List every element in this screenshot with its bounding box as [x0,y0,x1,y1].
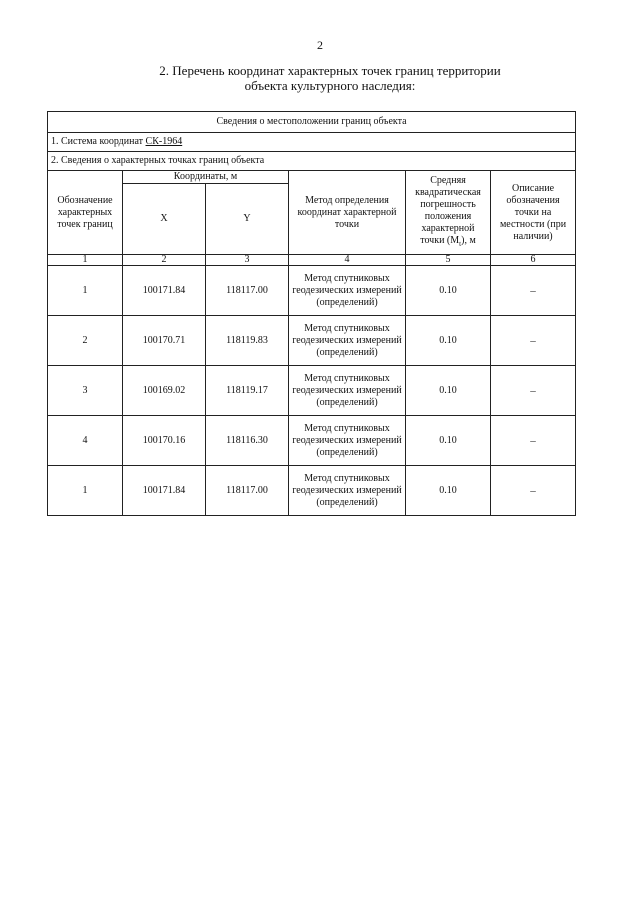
cell-accuracy: 0.10 [406,466,491,516]
cell-y: 118117.00 [206,466,289,516]
cell-x: 100171.84 [123,466,206,516]
table-row [48,266,576,316]
header-point: Обозначение характерных точек границ [48,171,123,255]
coordinate-system-label: 1. Система координат [51,136,144,147]
header-coordinates: Координаты, м [123,171,289,184]
header-y: Y [206,184,289,255]
header-description: Описание обозначения точки на местности (при наличии) [491,171,576,255]
cell-method: Метод спутниковых геодезических измерений (определений) [289,316,406,366]
cell-description: – [491,366,576,416]
cell-method: Метод спутниковых геодезических измерений (определений) [289,366,406,416]
cell-point: 3 [48,366,123,416]
table-row [48,466,576,516]
cell-accuracy: 0.10 [406,416,491,466]
cell-description: – [491,466,576,516]
cell-accuracy: 0.10 [406,266,491,316]
cell-accuracy: 0.10 [406,366,491,416]
document-title [100,63,560,93]
header-method: Метод определения координат характерной точки [289,171,406,255]
title-line-2: объекта культурного наследия: [244,78,416,93]
cell-x: 100171.84 [123,266,206,316]
coordinate-system-value: СК-1964 [145,136,183,147]
column-number: 1 [48,255,123,266]
cell-point: 1 [48,466,123,516]
cell-y: 118117.00 [206,266,289,316]
table-row [48,316,576,366]
table-row [48,416,576,466]
cell-method: Метод спутниковых геодезических измерений (определений) [289,266,406,316]
cell-point: 2 [48,316,123,366]
cell-x: 100169.02 [123,366,206,416]
column-number: 2 [123,255,206,266]
cell-y: 118116.30 [206,416,289,466]
cell-y: 118119.17 [206,366,289,416]
cell-point: 1 [48,266,123,316]
cell-description: – [491,266,576,316]
cell-x: 100170.16 [123,416,206,466]
header-accuracy: Средняя квадратическая погрешность положения характерной точки $(M_t)$, м [406,171,491,255]
coordinates-table [47,111,576,516]
page-number: 2 [317,38,323,52]
table-row [48,366,576,416]
cell-description: – [491,416,576,466]
coordinate-system-row [48,133,576,152]
column-number: 5 [406,255,491,266]
cell-y: 118119.83 [206,316,289,366]
column-number: 6 [491,255,576,266]
header-x: X [123,184,206,255]
section-header: Сведения о местоположении границ объекта [48,112,576,133]
title-line-1: 2. Перечень координат характерных точек границ территории [159,63,501,78]
cell-description: – [491,316,576,366]
column-number: 4 [289,255,406,266]
cell-method: Метод спутниковых геодезических измерений (определений) [289,416,406,466]
cell-x: 100170.71 [123,316,206,366]
cell-method: Метод спутниковых геодезических измерений (определений) [289,466,406,516]
points-header: 2. Сведения о характерных точках границ объекта [48,152,576,171]
cell-point: 4 [48,416,123,466]
cell-accuracy: 0.10 [406,316,491,366]
column-number: 3 [206,255,289,266]
